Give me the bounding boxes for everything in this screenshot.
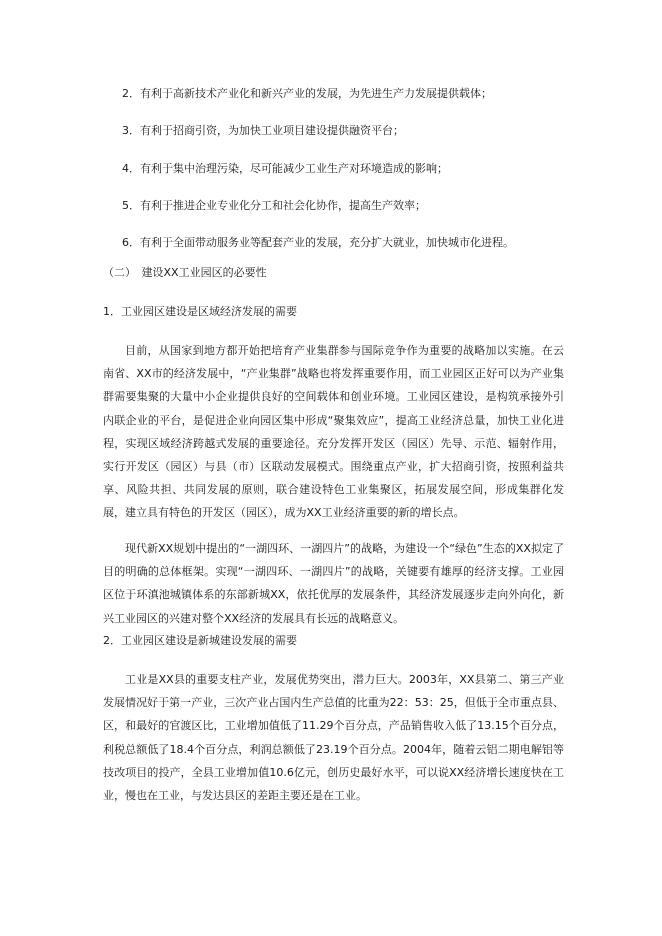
list-item: 6．有利于全面带动服务业等配套产业的发展，充分扩大就业，加快城市化进程。	[122, 236, 514, 250]
list-item: 2．有利于高新技术产业化和新兴产业的发展，为先进生产力发展提供载体；	[122, 87, 492, 100]
list-item: 5．有利于推进企业专业化分工和社会化协作，提高生产效率；	[122, 198, 426, 212]
section-heading: （二） 建设XX工业园区的必要性	[103, 266, 267, 279]
subsection-heading: 2．工业园区建设是新城建设发展的需要	[103, 634, 297, 647]
list-item: 3．有利于招商引资，为加快工业项目建设提供融资平台；	[122, 124, 404, 138]
paragraph: 现代新XX规划中提出的“一湖四环、一湖四片”的战略，为建设一个“绿色”生态的XX拟定了目的明确的总体框架。实现“一湖四环、一湖四片”的战略，关键要有雄厚的经济支撑。工业园区位于环滇池城镇体系的东部新城XX，依托优厚的发展条件，其经济发展逐步走向外向化，新兴工业园区的兴建对整个XX经济的发展具有长远的战略意义。	[103, 542, 564, 625]
paragraph: 工业是XX县的重要支柱产业，发展优势突出，潜力巨大。2003年，XX县第二、第三产业发展情况好于第一产业，三次产业占国内生产总值的比重为22：53：25，但低于全市重点县、区，和最好的官渡区比，工业增加值低了11.29个百分点，产品销售收入低了13.15个百分点，利税总额低了18.4个百分点，利润总额低了23.19个百分点。2004年，随着云铝二期电解铝等技改项目的投产，全县工业增加值10.6亿元，创历史最好水平，可以说XX经济增长速度快在工业，慢也在工业，与发达县区的差距主要还是在工业。	[103, 673, 564, 803]
subsection-heading: 1．工业园区建设是区域经济发展的需要	[103, 305, 297, 318]
list-item: 4．有利于集中治理污染，尽可能减少工业生产对环境造成的影响；	[122, 161, 448, 175]
paragraph: 目前，从国家到地方都开始把培育产业集群参与国际竞争作为重要的战略加以实施。在云南省、XX市的经济发展中，“产业集群”战略也将发挥重要作用，而工业园区正好可以为产业集群需要集聚的大量中小企业提供良好的空间载体和创业环境。工业园区建设，是构筑承接外引内联企业的平台，是促进企业向园区集中形成“聚集效应”，提高工业经济总量，加快工业化进程，实现区域经济跨越式发展的重要途径。充分发挥开发区（园区）先导、示范、辐射作用，实行开发区（园区）与县（市）区联动发展模式。围绕重点产业，扩大招商引资，按照利益共享、风险共担、共同发展的原则，联合建设特色工业集聚区，拓展发展空间，形成集群化发展，建立具有特色的开发区（园区），成为XX工业经济重要的新的增长点。	[103, 344, 564, 520]
benefit-list	[122, 86, 562, 272]
